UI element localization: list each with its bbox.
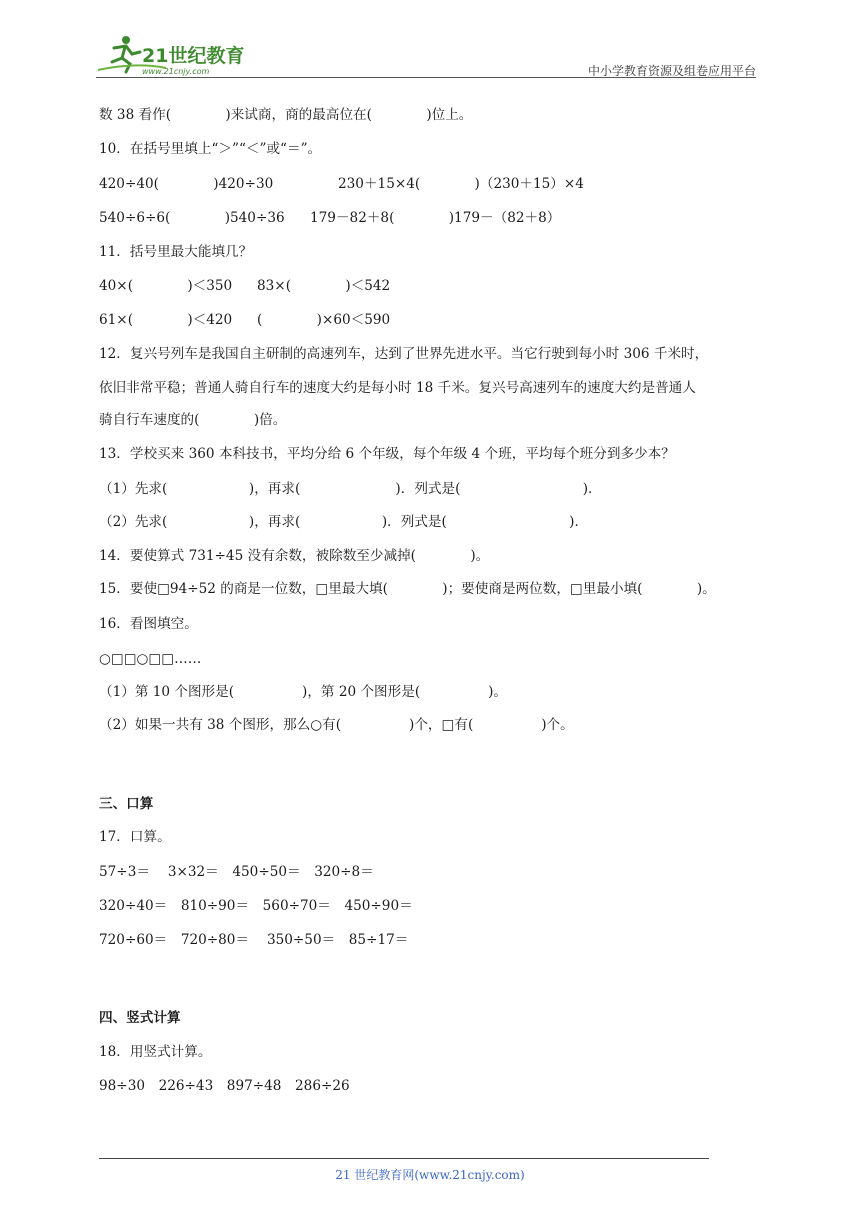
question-11-item-a: 40×( )＜350	[99, 278, 233, 294]
question-11-item-c: 61×( )＜420	[99, 312, 233, 328]
question-10-row-2	[99, 209, 560, 227]
question-11-item-d: ( )×60＜590	[257, 312, 391, 328]
question-18-items: 98÷30 226÷43 897÷48 286÷26	[99, 1078, 350, 1094]
footer-link[interactable]: 21 世纪教育网(www.21cnjy.com)	[335, 1168, 525, 1182]
question-11-item-b: 83×( )＜542	[257, 278, 391, 294]
header-platform-text: 中小学教育资源及组卷应用平台	[587, 64, 756, 78]
question-18-prompt: 18．用竖式计算。	[99, 1044, 212, 1060]
question-10-item-c: 540÷6÷6( )540÷36	[99, 210, 285, 226]
question-16-pattern: ○□□○□□……	[99, 651, 202, 667]
question-15: 15．要使□94÷52 的商是一位数，□里最大填( )；要使商是两位数，□里最小填( )。	[99, 581, 716, 597]
question-17-row-1: 57÷3＝ 3×32＝ 450÷50＝ 320÷8＝	[99, 864, 374, 880]
question-10-row-1	[99, 175, 584, 193]
logo-url: www.21cnjy.com	[142, 67, 210, 76]
question-10-prompt: 10．在括号里填上“＞”“＜”或“＝”。	[99, 141, 322, 157]
question-12-line-2: 依旧非常平稳；普通人骑自行车的速度大约是每小时 18 千米。复兴号高速列车的速度大约是普通人	[99, 380, 696, 396]
site-logo	[96, 32, 256, 78]
question-10-item-a: 420÷40( )420÷30	[99, 176, 274, 192]
section-4-heading: 四、竖式计算	[99, 1010, 181, 1026]
question-13-part-2: （2）先求( )，再求( )．列式是( )．	[99, 514, 589, 530]
question-16-part-1: （1）第 10 个图形是( )，第 20 个图形是( )。	[99, 684, 507, 700]
question-11-row-2	[99, 311, 390, 329]
question-13-part-1: （1）先求( )，再求( )．列式是( )．	[99, 481, 602, 497]
footer-divider	[99, 1158, 709, 1159]
logo-text: 21世纪教育	[142, 45, 245, 67]
question-17-row-2: 320÷40＝ 810÷90＝ 560÷70＝ 450÷90＝	[99, 898, 413, 914]
question-10-item-b: 230＋15×4( )（230＋15）×4	[338, 176, 584, 192]
question-16-part-2: （2）如果一共有 38 个图形，那么○有( )个，□有( )个。	[99, 717, 574, 733]
question-13-prompt: 13．学校买来 360 本科技书，平均分给 6 个年级，每个年级 4 个班，平均每个班分到多少本？	[99, 446, 675, 462]
question-10-item-d: 179－82＋8( )179－（82＋8）	[310, 210, 561, 226]
question-12-line-1: 12．复兴号列车是我国自主研制的高速列车，达到了世界先进水平。当它行驶到每小时 306 千米时，	[99, 346, 709, 362]
question-14: 14．要使算式 731÷45 没有余数，被除数至少减掉( )。	[99, 548, 490, 564]
question-17-row-3: 720÷60＝ 720÷80＝ 350÷50＝ 85÷17＝	[99, 932, 409, 948]
question-11-row-1	[99, 277, 390, 295]
question-17-prompt: 17．口算。	[99, 829, 171, 845]
question-9-continued: 数 38 看作( )来试商，商的最高位在( )位上。	[99, 107, 473, 123]
question-16-prompt: 16．看图填空。	[99, 616, 198, 632]
question-12-line-3: 骑自行车速度的( )倍。	[99, 412, 287, 428]
question-11-prompt: 11．括号里最大能填几？	[99, 244, 253, 260]
header-divider	[96, 77, 756, 78]
section-3-heading: 三、口算	[99, 796, 154, 812]
